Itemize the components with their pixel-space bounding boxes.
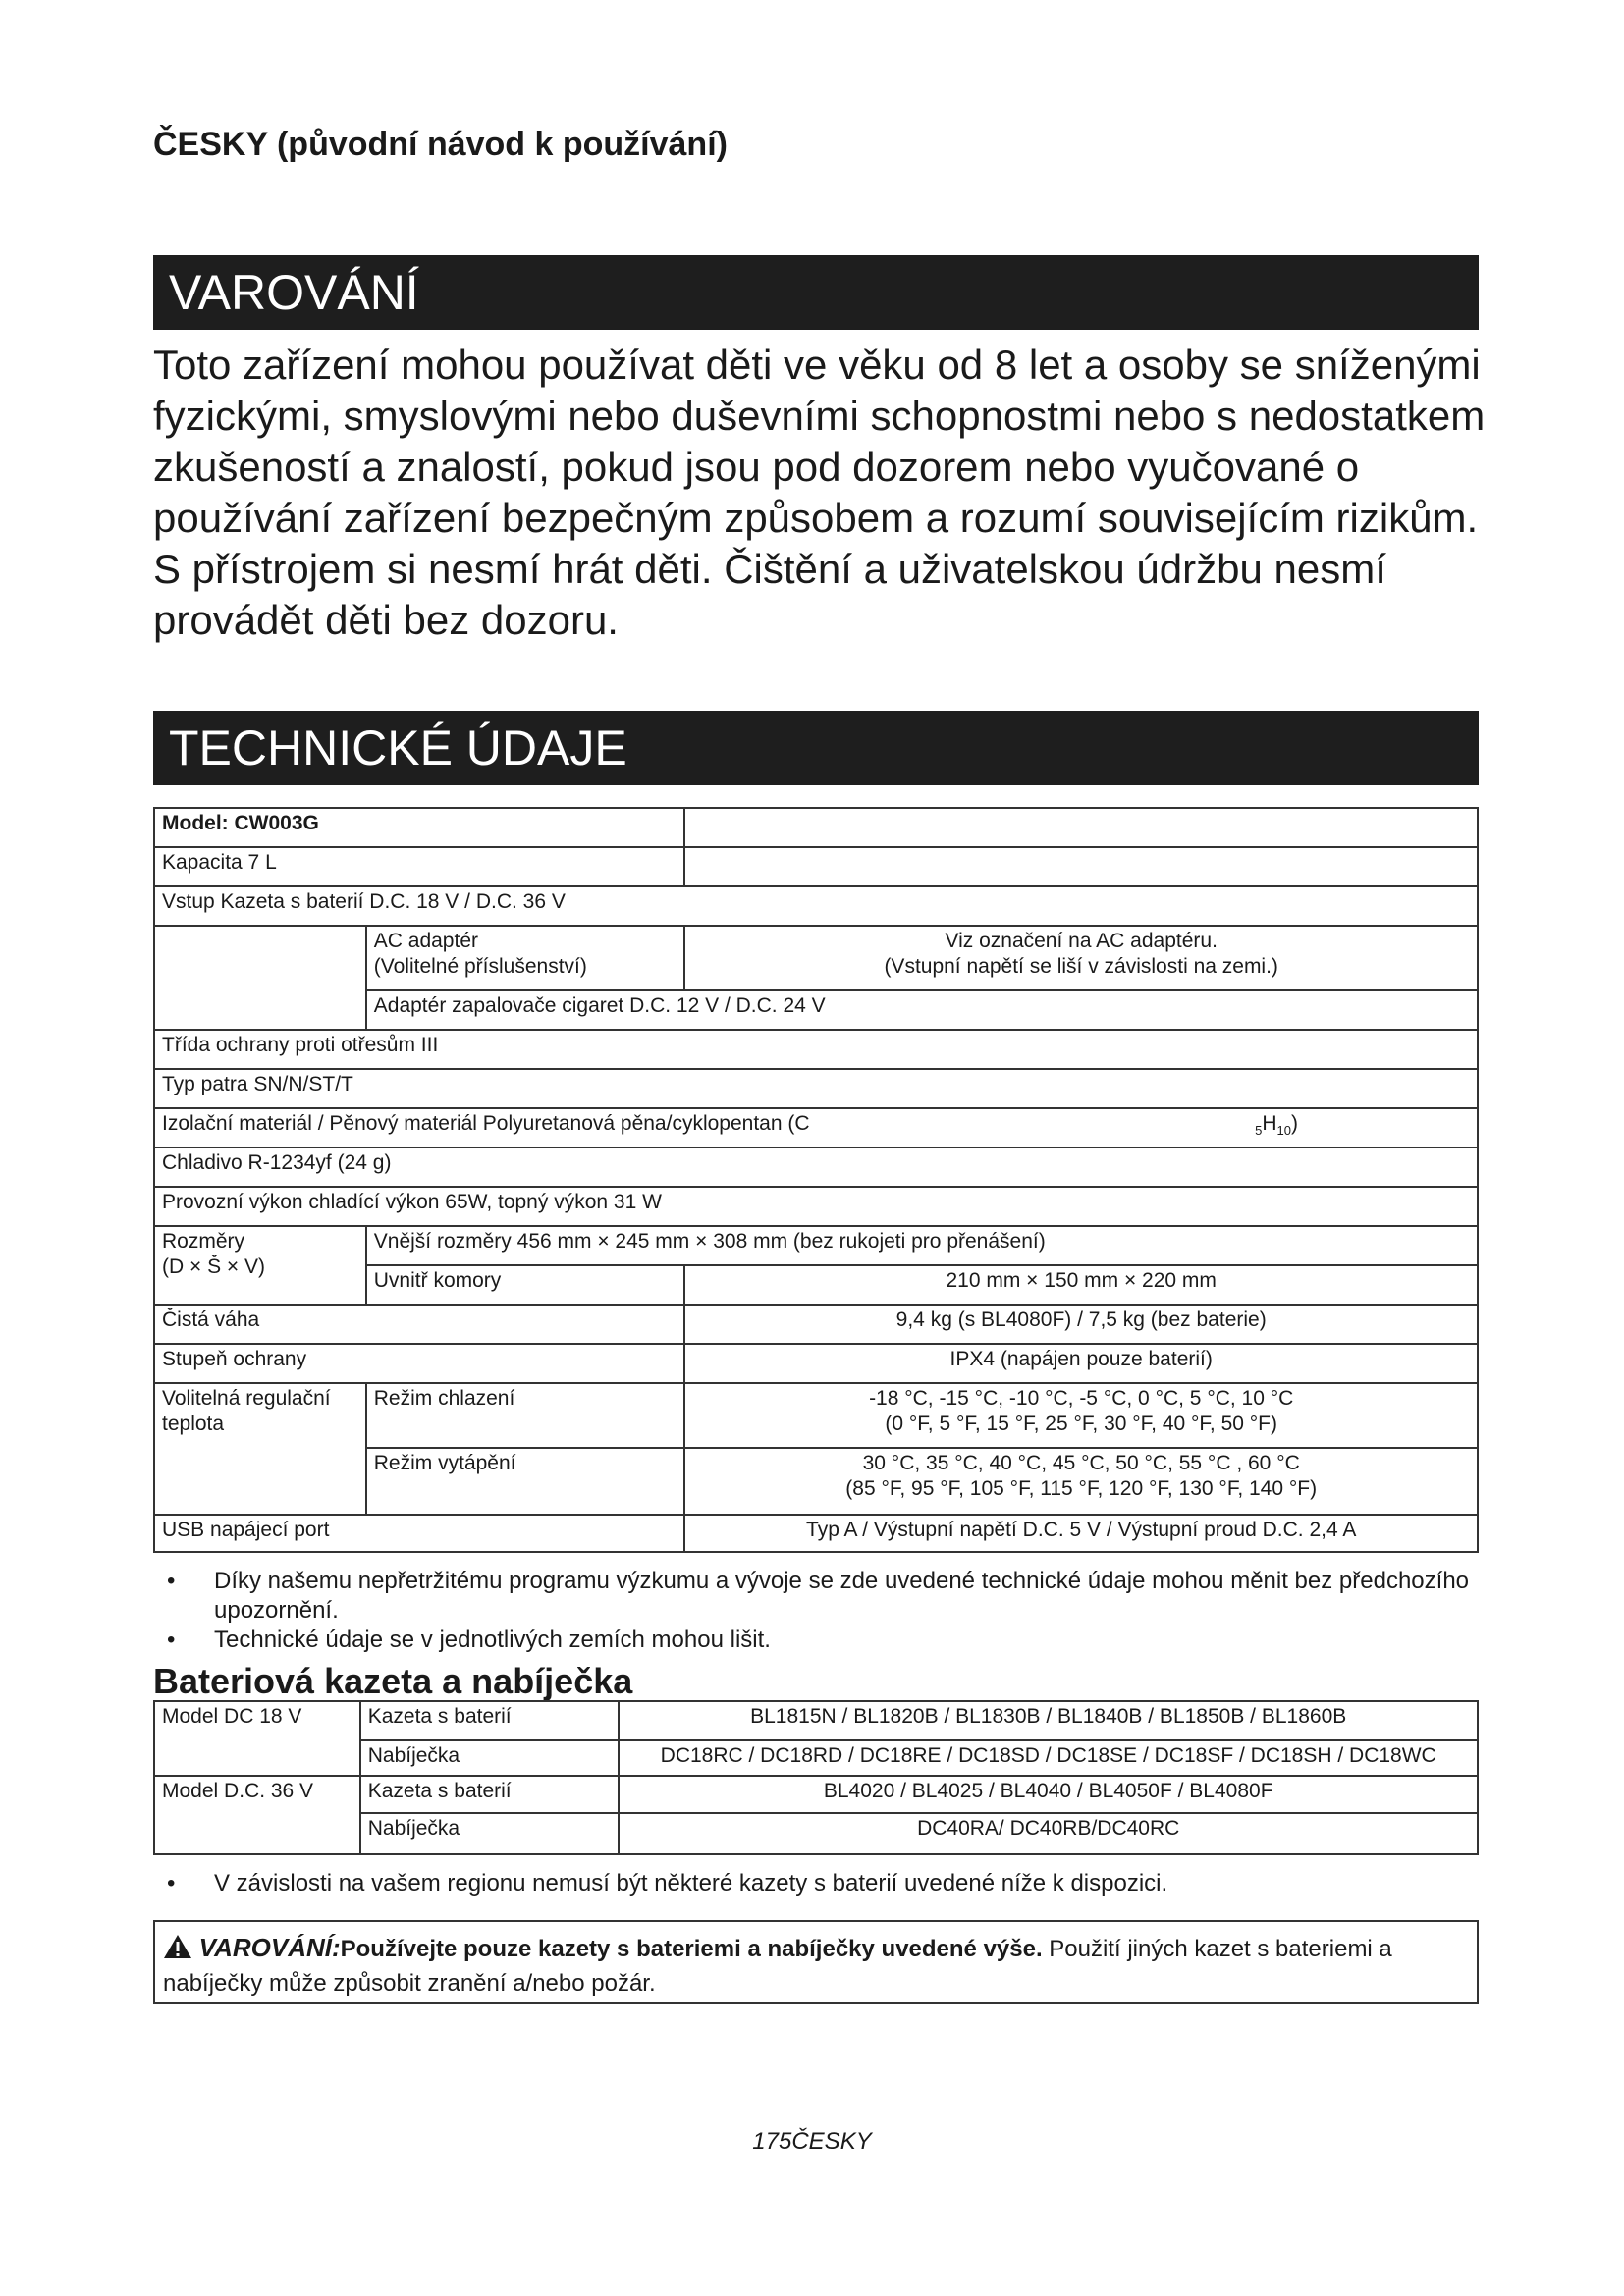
cartridge-label: Kazeta s baterií: [360, 1701, 620, 1740]
insulation-text: Izolační materiál / Pěnový materiál Polyuretanová pěna/cyklopentan (C: [162, 1112, 810, 1135]
cooling-label: Režim chlazení: [366, 1383, 685, 1448]
model-18-cell: Model DC 18 V: [154, 1701, 360, 1776]
warning-text: Použití jiných kazet s bateriemi a nabíječky může způsobit zranění a/nebo požár.: [163, 1936, 1392, 1997]
dimensions-label-cell: [154, 1226, 366, 1305]
specs-banner: TECHNICKÉ ÚDAJE: [153, 711, 1479, 785]
car-adapter-cell: Adaptér zapalovače cigaret D.C. 12 V / D.C. 24 V: [366, 990, 1478, 1030]
empty-cell: [154, 926, 366, 1030]
dimensions-axes: (D × Š × V): [162, 1255, 266, 1278]
model-36-cell: Model D.C. 36 V: [154, 1776, 360, 1854]
warning-box: [153, 1920, 1479, 2004]
page-footer: 175ČESKY: [752, 2128, 872, 2155]
insulation-formula: [1255, 1111, 1298, 1144]
cooling-value-f: (0 °F, 5 °F, 15 °F, 25 °F, 30 °F, 40 °F, 50 °F): [885, 1413, 1277, 1435]
cartridges-36: BL4020 / BL4025 / BL4040 / BL4050F / BL4080F: [619, 1776, 1478, 1813]
insulation-cell: [154, 1108, 1478, 1148]
net-weight-label: Čistá váha: [154, 1305, 684, 1344]
cartridges-18: BL1815N / BL1820B / BL1830B / BL1840B / BL1850B / BL1860B: [619, 1701, 1478, 1740]
warning-label: VAROVÁNÍ:: [198, 1933, 341, 1962]
ac-adapter-value-note: (Vstupní napětí se liší v závislosti na zemi.): [884, 955, 1278, 978]
ac-adapter-value-cell: [684, 926, 1478, 990]
empty-cell: [684, 808, 1478, 847]
refrigerant-cell: Chladivo R-1234yf (24 g): [154, 1148, 1478, 1187]
warning-banner: VAROVÁNÍ: [153, 255, 1479, 330]
cooling-value-cell: [684, 1383, 1478, 1448]
protection-label: Stupeň ochrany: [154, 1344, 684, 1383]
note-item: • Díky našemu nepřetržitému programu výzkumu a vývoje se zde uvedené technické údaje mohou měnit bez předchozího upozornění.: [153, 1567, 1489, 1626]
ac-adapter-note: (Volitelné příslušenství): [373, 955, 587, 978]
warning-triangle-icon: [163, 1934, 192, 1968]
formula-h: H: [1262, 1112, 1277, 1135]
model-cell: Model: CW003G: [154, 808, 684, 847]
charger-label: Nabíječka: [360, 1740, 620, 1776]
chargers-18: DC18RC / DC18RD / DC18RE / DC18SD / DC18SE / DC18SF / DC18SH / DC18WC: [619, 1740, 1478, 1776]
formula-sub-10: 10: [1276, 1123, 1291, 1139]
heating-value-cell: [684, 1448, 1478, 1515]
power-cell: Provozní výkon chladící výkon 65W, topný výkon 31 W: [154, 1187, 1478, 1226]
note-item: • V závislosti na vašem regionu nemusí být některé kazety s baterií uvedené níže k dispozici.: [153, 1869, 1489, 1898]
chargers-36: DC40RA/ DC40RB/DC40RC: [619, 1813, 1478, 1854]
capacity-cell: Kapacita 7 L: [154, 847, 684, 886]
usb-label: USB napájecí port: [154, 1515, 684, 1552]
battery-heading: Bateriová kazeta a nabíječka: [153, 1661, 633, 1701]
climate-class-cell: Typ patra SN/N/ST/T: [154, 1069, 1478, 1108]
input-cell: Vstup Kazeta s baterií D.C. 18 V / D.C. 36 V: [154, 886, 1478, 926]
heating-label: Režim vytápění: [366, 1448, 685, 1515]
ac-adapter-value: Viz označení na AC adaptéru.: [945, 930, 1218, 952]
shock-class-cell: Třída ochrany proti otřesům III: [154, 1030, 1478, 1069]
outer-dims-cell: Vnější rozměry 456 mm × 245 mm × 308 mm (bez rukojeti pro přenášení): [366, 1226, 1478, 1265]
ac-adapter-cell: [366, 926, 685, 990]
temp-label-cell: [154, 1383, 366, 1515]
formula-sub-5: 5: [1255, 1123, 1263, 1139]
usb-value: Typ A / Výstupní napětí D.C. 5 V / Výstupní proud D.C. 2,4 A: [684, 1515, 1478, 1552]
temp-label-1: Volitelná regulační: [162, 1387, 331, 1410]
formula-close: ): [1291, 1112, 1298, 1135]
battery-table: [153, 1700, 1479, 1855]
heating-value-c: 30 °C, 35 °C, 40 °C, 45 °C, 50 °C, 55 °C , 60 °C: [862, 1452, 1300, 1474]
empty-cell: [684, 847, 1478, 886]
heating-value-f: (85 °F, 95 °F, 105 °F, 115 °F, 120 °F, 130 °F, 140 °F): [845, 1477, 1318, 1500]
net-weight-value: 9,4 kg (s BL4080F) / 7,5 kg (bez baterie): [684, 1305, 1478, 1344]
temp-label-2: teplota: [162, 1413, 225, 1435]
protection-value: IPX4 (napájen pouze baterií): [684, 1344, 1478, 1383]
dimensions-label: Rozměry: [162, 1230, 245, 1253]
ac-adapter-label: AC adaptér: [373, 930, 478, 952]
cartridge-label: Kazeta s baterií: [360, 1776, 620, 1813]
inner-label-cell: Uvnitř komory: [366, 1265, 685, 1305]
charger-label: Nabíječka: [360, 1813, 620, 1854]
warning-body: Toto zařízení mohou používat děti ve věku od 8 let a osoby se sníženými fyzickými, smyslovými nebo duševními schopnostmi nebo s nedostatkem zkušeností a znalostí, pokud jsou pod dozorem nebo vyučované o používání zařízení bezpečným způsobem a rozumí souvisejícím rizikům. S přístrojem si nesmí hrát děti. Čištění a uživatelskou údržbu nesmí provádět děti bez dozoru.: [153, 342, 1486, 643]
inner-value-cell: 210 mm × 150 mm × 220 mm: [684, 1265, 1478, 1305]
specs-table: [153, 807, 1479, 1553]
page-heading: ČESKY (původní návod k používání): [153, 126, 728, 163]
cooling-value-c: -18 °C, -15 °C, -10 °C, -5 °C, 0 °C, 5 °C, 10 °C: [869, 1387, 1294, 1410]
specs-notes: [153, 1567, 1489, 1655]
note-item: • Technické údaje se v jednotlivých zemích mohou lišit.: [153, 1626, 1489, 1655]
battery-notes: [153, 1869, 1489, 1898]
warning-bold-text: Používejte pouze kazety s bateriemi a nabíječky uvedené výše.: [340, 1936, 1043, 1962]
